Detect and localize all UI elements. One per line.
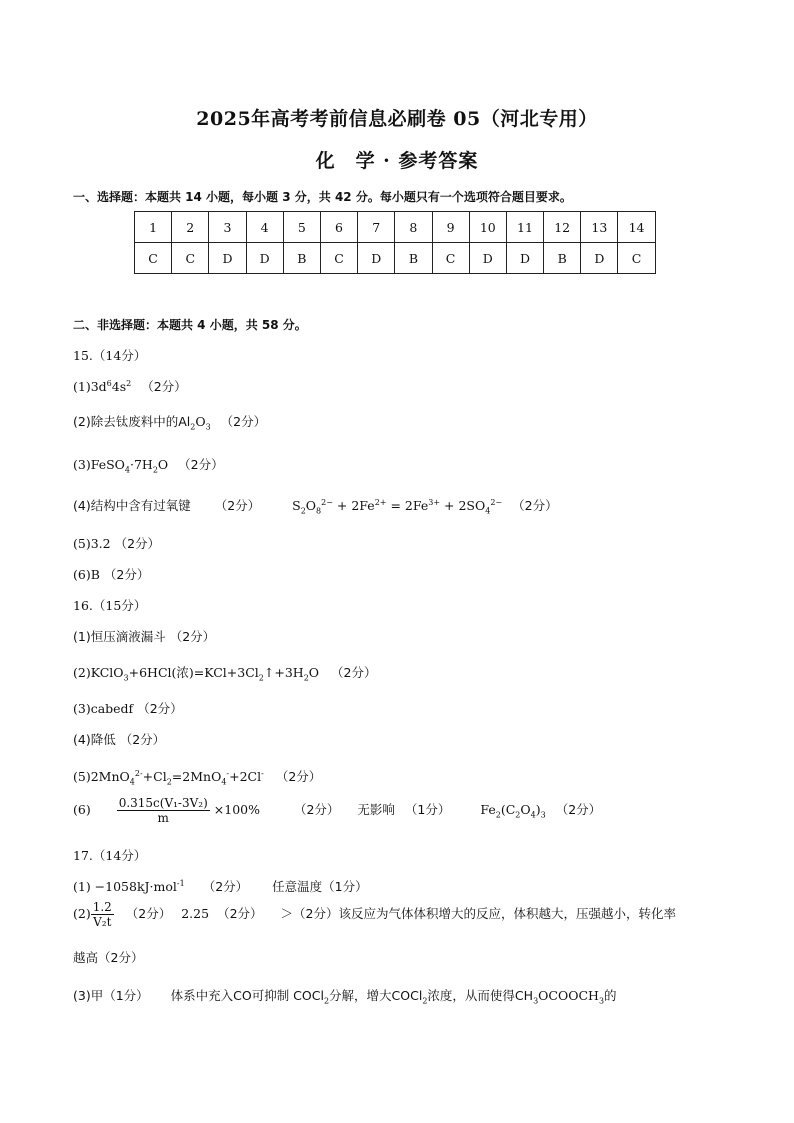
answer-cell: D <box>358 243 395 274</box>
answer-table <box>134 211 656 274</box>
q15-answer-2: (2)除去钛废料中的$Al_2O_3$ （2分） <box>73 414 267 432</box>
section2-heading: 二、非选择题：本题共 4 小题，共 58 分。 <box>73 318 307 332</box>
q16-answer-2: (2)KClO$_3$+6HCl(浓)$=KCl+3Cl_2↑+3H_2O$ （2分） <box>73 665 377 683</box>
q15-answer-3: $(3)FeSO_4\cdot 7H_2O$ （2分） <box>73 457 224 475</box>
question-number-cell: 12 <box>544 212 581 243</box>
answer-cell: D <box>506 243 543 274</box>
answer-cell: C <box>432 243 469 274</box>
answer-cell: C <box>135 243 172 274</box>
question-number-cell: 6 <box>320 212 357 243</box>
question-number-cell: 13 <box>581 212 618 243</box>
answer-table-number-row <box>135 212 656 243</box>
answer-cell: C <box>320 243 357 274</box>
q17-answer-2-cont: 越高（2分） <box>73 950 144 965</box>
q16-title: 16.（15分） <box>73 598 147 613</box>
q17-answer-3: (3)甲（1分） 体系中充入CO可抑制 COCl$_2$分解，增大COCl$_2$浓度，从而使得$CH_3OCOOCH_3$的 <box>73 988 617 1006</box>
question-number-cell: 14 <box>618 212 655 243</box>
page-title: 2025年高考考前信息必刷卷 05（河北专用） <box>196 108 598 130</box>
answer-cell: C <box>172 243 209 274</box>
question-number-cell: 7 <box>358 212 395 243</box>
answer-cell: D <box>469 243 506 274</box>
question-number-cell: 8 <box>395 212 432 243</box>
question-number-cell: 9 <box>432 212 469 243</box>
question-number-cell: 11 <box>506 212 543 243</box>
question-number-cell: 3 <box>209 212 246 243</box>
q16-answer-1: (1)恒压滴液漏斗 （2分） <box>73 629 216 644</box>
question-number-cell: 1 <box>135 212 172 243</box>
q16-answer-3: (3)cabedf （2分） <box>73 701 183 716</box>
answer-cell: D <box>581 243 618 274</box>
q16-answer-4: (4)降低 （2分） <box>73 732 166 747</box>
q16-answer-6: (6) $\frac{\text{0.315c(V₁-3V₂)}}{m}$ ×100% （2分） 无影响 （1分） $Fe_2(C_2O_4)_3$ （2分） <box>73 796 602 825</box>
q15-equation: $S_2O_8^{2-} + 2Fe^{2+} = 2Fe^{3+} + 2SO_4^{2-}$ <box>292 497 503 516</box>
q16-answer-5: $(5)2MnO_4^{2-}+Cl_2=2MnO_4^-+2Cl^-$ （2分） <box>73 768 322 787</box>
answer-cell: B <box>395 243 432 274</box>
question-number-cell: 5 <box>283 212 320 243</box>
q17-title: 17.（14分） <box>73 848 147 863</box>
q15-answer-5: (5)3.2 （2分） <box>73 536 161 551</box>
question-number-cell: 4 <box>246 212 283 243</box>
question-number-cell: 10 <box>469 212 506 243</box>
section1-heading: 一、选择题：本题共 14 小题，每小题 3 分，共 42 分。每小题只有一个选项符合题目要求。 <box>73 190 572 204</box>
q15-title: 15.（14分） <box>73 348 147 363</box>
q17-answer-1: (1) −1058kJ·mol$^{-1}$ （2分） 任意温度（1分） <box>73 878 368 894</box>
answer-cell: B <box>283 243 320 274</box>
answer-cell: C <box>618 243 655 274</box>
q15-answer-6: (6)B （2分） <box>73 567 150 582</box>
answer-cell: B <box>544 243 581 274</box>
question-number-cell: 2 <box>172 212 209 243</box>
q17-answer-2: (2) $\frac{1.2}{\text{V₂t}}$ （2分） 2.25 （2分） ＞（2分）该反应为气体体积增大的反应，体积越大，压强越小，转化率 <box>73 900 676 929</box>
q15-answer-4: (4)结构中含有过氧键 （2分） $S_2O_8^{2-} + 2Fe^{2+} = 2Fe^{3+} + 2SO_4^{2-}$ （2分） <box>73 497 558 516</box>
page-subtitle: 化 学 · 参考答案 <box>315 150 479 172</box>
q16-fraction: $\frac{\text{0.315c(V₁-3V₂)}}{m}$ <box>118 796 208 825</box>
answer-cell: D <box>209 243 246 274</box>
q15-answer-1: $(1)3d^64s^2$ （2分） <box>73 378 187 394</box>
answer-cell: D <box>246 243 283 274</box>
answer-table-answer-row <box>135 243 656 274</box>
q17-fraction: $\frac{1.2}{\text{V₂t}}$ <box>92 900 112 929</box>
